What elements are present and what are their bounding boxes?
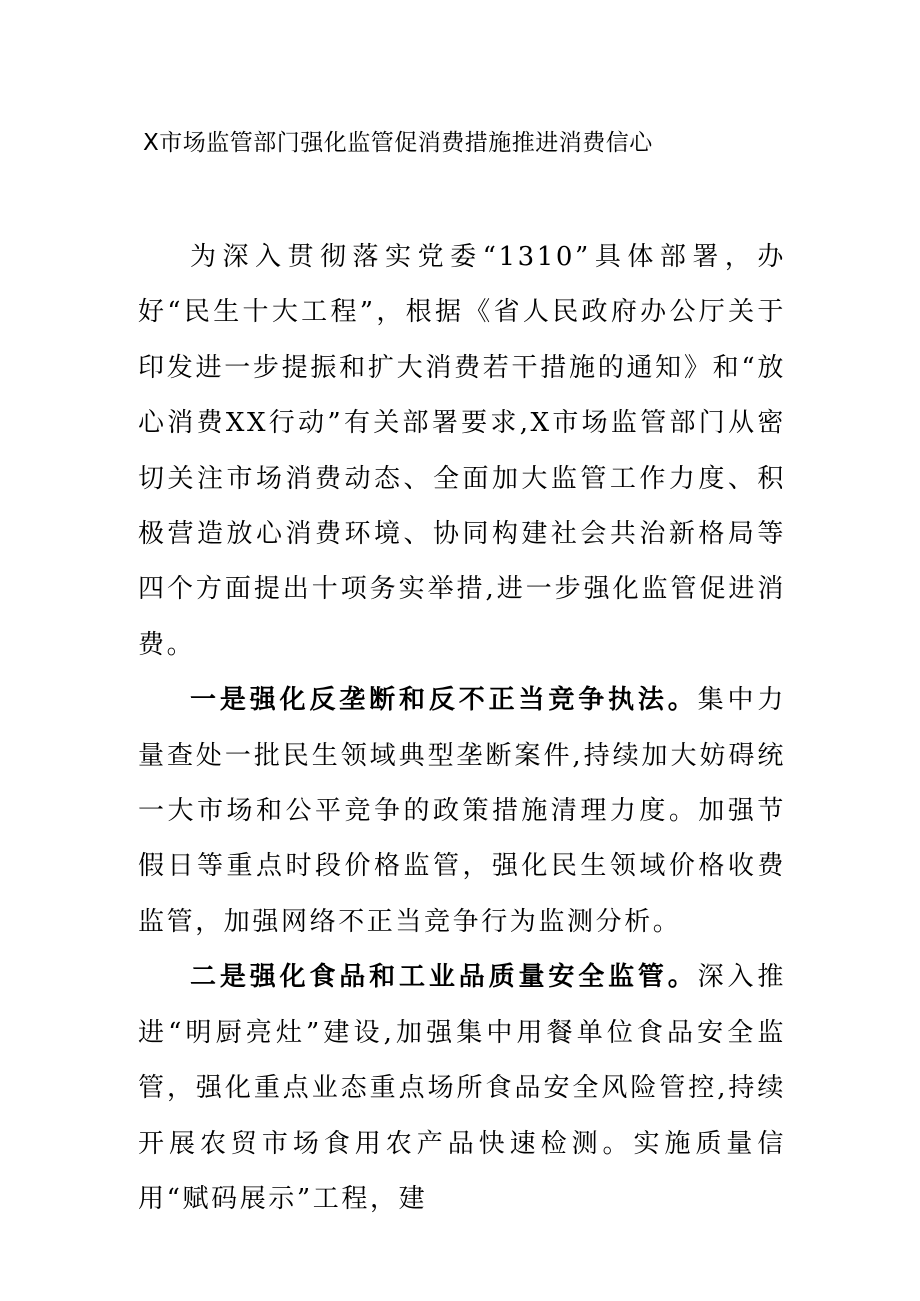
paragraph-lead: 二是强化食品和工业品质量安全监管。 xyxy=(190,962,698,993)
document-body xyxy=(138,230,786,1227)
paragraph-quality-safety xyxy=(138,950,786,1227)
paragraph-antimonopoly xyxy=(138,673,786,950)
paragraph-intro xyxy=(138,230,786,673)
paragraph-text: 深入推进“明厨亮灶”建设,加强集中用餐单位食品安全监管，强化重点业态重点场所食品安全风险管控,持续开展农贸市场食用农产品快速检测。实施质量信用“赋码展示”工程，建 xyxy=(138,962,786,1214)
paragraph-lead: 一是强化反垄断和反不正当竞争执法。 xyxy=(190,685,698,716)
paragraph-text: 集中力量查处一批民生领域典型垄断案件,持续加大妨碍统一大市场和公平竞争的政策措施清理力度。加强节假日等重点时段价格监管，强化民生领域价格收费监管，加强网络不正当竞争行为监测分析。 xyxy=(138,685,786,937)
document-title: X市场监管部门强化监管促消费措施推进消费信心 xyxy=(143,130,653,156)
paragraph-text: 为深入贯彻落实党委“1310”具体部署，办好“民生十大工程”，根据《省人民政府办公厅关于印发进一步提振和扩大消费若干措施的通知》和“放心消费XX行动”有关部署要求,X市场监管部门从密切关注市场消费动态、全面加大监管工作力度、积极营造放心消费环境、协同构建社会共治新格局等四个方面提出十项务实举措,进一步强化监管促进消费。 xyxy=(138,242,786,660)
